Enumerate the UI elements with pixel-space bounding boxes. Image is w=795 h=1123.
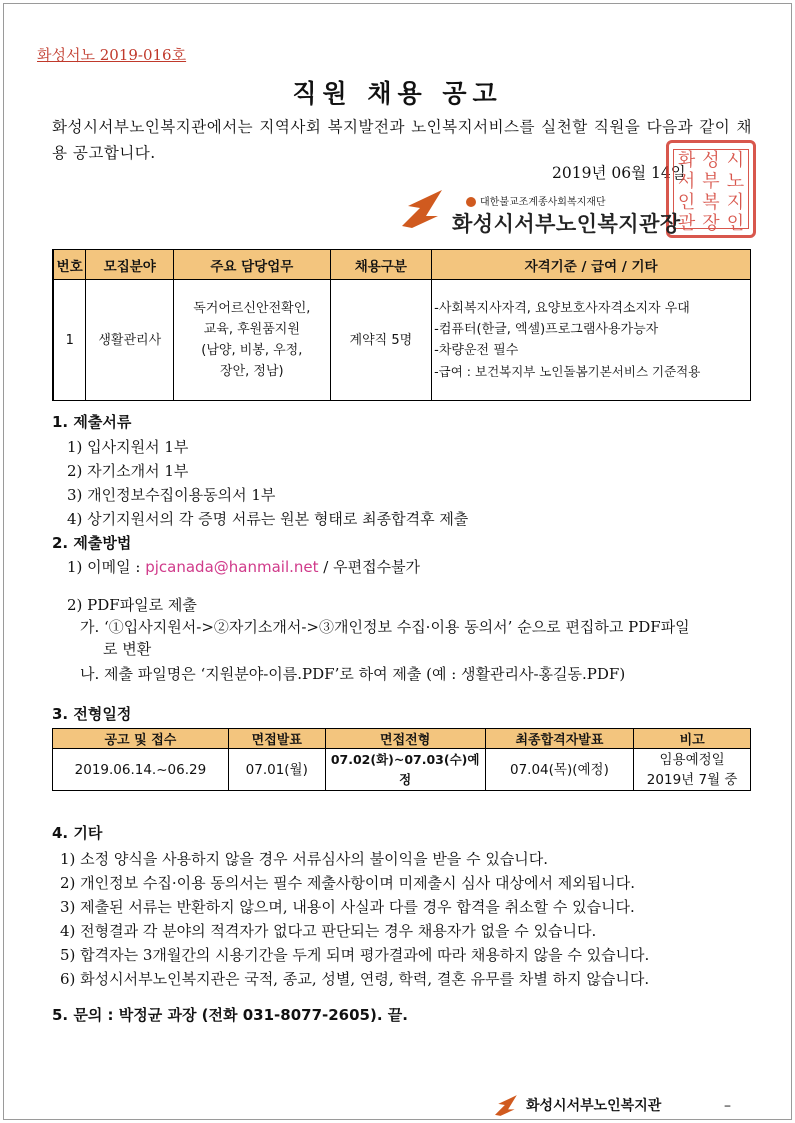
- footer-dash: –: [724, 1098, 731, 1114]
- note-line: 임용예정일: [659, 751, 725, 768]
- duty-line: (남양, 비봉, 우정,: [201, 343, 303, 358]
- schedule-note: [634, 749, 751, 791]
- header-interview: 면접전형: [325, 729, 485, 749]
- schedule-notice: 2019.06.14.~06.29: [53, 749, 229, 791]
- intro-paragraph: 화성시서부노인복지관에서는 지역사회 복지발전과 노인복지서비스를 실천할 직원을 다음과 같이 채용 공고합니다.: [52, 118, 752, 162]
- list-item: 3) 개인정보수집이용동의서 1부: [67, 486, 276, 504]
- header-announce: 면접발표: [228, 729, 325, 749]
- list-item: 2) 개인정보 수집·이용 동의서는 필수 제출사항이며 미제출시 심사 대상에서 제외됩니다.: [60, 874, 635, 892]
- list-item: 4) 상기지원서의 각 증명 서류는 원본 형태로 최종합격후 제출: [67, 510, 469, 528]
- schedule-final: 07.04(목)(예정): [485, 749, 634, 791]
- foundation-logo-icon: [398, 186, 450, 230]
- recruit-table-header: [53, 250, 751, 280]
- section-schedule-title: 3. 전형일정: [52, 705, 132, 723]
- seal-char: 복: [702, 192, 720, 213]
- duty-line: 독거어르신안전확인,: [193, 301, 311, 316]
- seal-char: 부: [702, 171, 720, 192]
- requirement-line: -급여 : 보건복지부 노인돌봄기본서비스 기준적용: [434, 364, 701, 379]
- header-notice: 공고 및 접수: [53, 729, 229, 749]
- recruit-table: [52, 249, 751, 401]
- list-item: 3) 제출된 서류는 반환하지 않으며, 내용이 사실과 다를 경우 합격을 취소할 수 있습니다.: [60, 898, 635, 916]
- row-duties: [174, 280, 330, 401]
- section-documents-title: 1. 제출서류: [52, 413, 132, 431]
- requirement-line: -사회복지사자격, 요양보호사자격소지자 우대: [434, 301, 690, 316]
- row-type: 계약직 5명: [330, 280, 432, 401]
- seal-char: 지: [726, 192, 745, 213]
- seal-char: 관: [677, 213, 696, 234]
- logo-foundation: [466, 193, 606, 208]
- seal-char: 인: [677, 192, 696, 213]
- list-item: 1) 소정 양식을 사용하지 않을 경우 서류심사의 불이익을 받을 수 있습니다.: [60, 850, 549, 868]
- foundation-emblem-icon: [466, 197, 476, 207]
- email-link[interactable]: pjcanada@hanmail.net: [145, 558, 319, 576]
- schedule-interview: 07.02(화)~07.03(수)예정: [325, 749, 485, 791]
- list-item: 5) 합격자는 3개월간의 시용기간을 두게 되며 평가결과에 따라 채용하지 않을 수 있습니다.: [60, 946, 650, 964]
- footer-org-name: 화성시서부노인복지관: [526, 1098, 662, 1114]
- document-number: 화성서노 2019-016호: [37, 46, 187, 64]
- header-no: 번호: [53, 250, 86, 280]
- header-note: 비고: [634, 729, 751, 749]
- seal-char: 서: [677, 171, 696, 192]
- seal-char: 화: [677, 150, 696, 171]
- list-item: 로 변환: [103, 640, 152, 658]
- row-field: 생활관리사: [86, 280, 174, 401]
- schedule-announce: 07.01(월): [228, 749, 325, 791]
- section-method-title: 2. 제출방법: [52, 534, 132, 552]
- table-row: [53, 749, 751, 791]
- section-contact: 5. 문의 : 박정균 과장 (전화 031-8077-2605). 끝.: [52, 1006, 408, 1024]
- seal-char: 인: [726, 213, 745, 234]
- header-final: 최종합격자발표: [485, 729, 634, 749]
- list-item: 6) 화성시서부노인복지관은 국적, 종교, 성별, 연령, 학력, 결혼 유무를 차별 하지 않습니다.: [60, 970, 650, 988]
- header-type: 채용구분: [330, 250, 432, 280]
- email-line: [67, 556, 420, 577]
- list-item: 가. ‘①입사지원서->②자기소개서->③개인정보 수집·이용 동의서’ 순으로 편집하고 PDF파일: [80, 618, 690, 636]
- page-title: 직원 채용 공고: [292, 79, 503, 108]
- row-requirements: [432, 280, 751, 401]
- duty-line: 장안, 정남): [220, 364, 284, 379]
- logo-name: 화성시서부노인복지관장: [452, 212, 681, 236]
- table-row: [53, 280, 751, 401]
- foundation-name: 대한불교조계종사회복지재단: [480, 197, 606, 208]
- header-duties: 주요 담당업무: [174, 250, 330, 280]
- seal-char: 장: [702, 213, 720, 234]
- section-other-title: 4. 기타: [52, 824, 103, 842]
- requirement-line: -차량운전 필수: [434, 343, 519, 358]
- email-label: 1) 이메일 :: [67, 558, 146, 576]
- list-item: 1) 입사지원서 1부: [67, 438, 189, 456]
- seal-char: 성: [702, 150, 720, 171]
- header-field: 모집분야: [86, 250, 174, 280]
- header-requirements: 자격기준 / 급여 / 기타: [432, 250, 751, 280]
- list-item: 2) 자기소개서 1부: [67, 462, 189, 480]
- row-no: 1: [53, 280, 86, 401]
- footer-logo-icon: [492, 1093, 522, 1117]
- notice-date: 2019년 06월 14일: [552, 164, 686, 182]
- list-item: 나. 제출 파일명은 ‘지원분야-이름.PDF’로 하여 제출 (예 : 생활관리사-홍길동.PDF): [80, 665, 626, 683]
- seal-inner: [673, 149, 749, 234]
- schedule-table: [52, 728, 751, 791]
- requirement-line: -컴퓨터(한글, 엑셀)프로그램사용가능자: [434, 322, 659, 337]
- list-item: 4) 전형결과 각 분야의 적격자가 없다고 판단되는 경우 채용자가 없을 수 있습니다.: [60, 922, 597, 940]
- note-line: 2019년 7월 중: [646, 771, 738, 788]
- schedule-header: [53, 729, 751, 749]
- email-suffix: / 우편접수불가: [318, 558, 421, 576]
- list-item: 2) PDF파일로 제출: [67, 596, 197, 614]
- seal-char: 시: [726, 150, 745, 171]
- seal-char: 노: [726, 171, 745, 192]
- duty-line: 교육, 후원품지원: [203, 322, 300, 337]
